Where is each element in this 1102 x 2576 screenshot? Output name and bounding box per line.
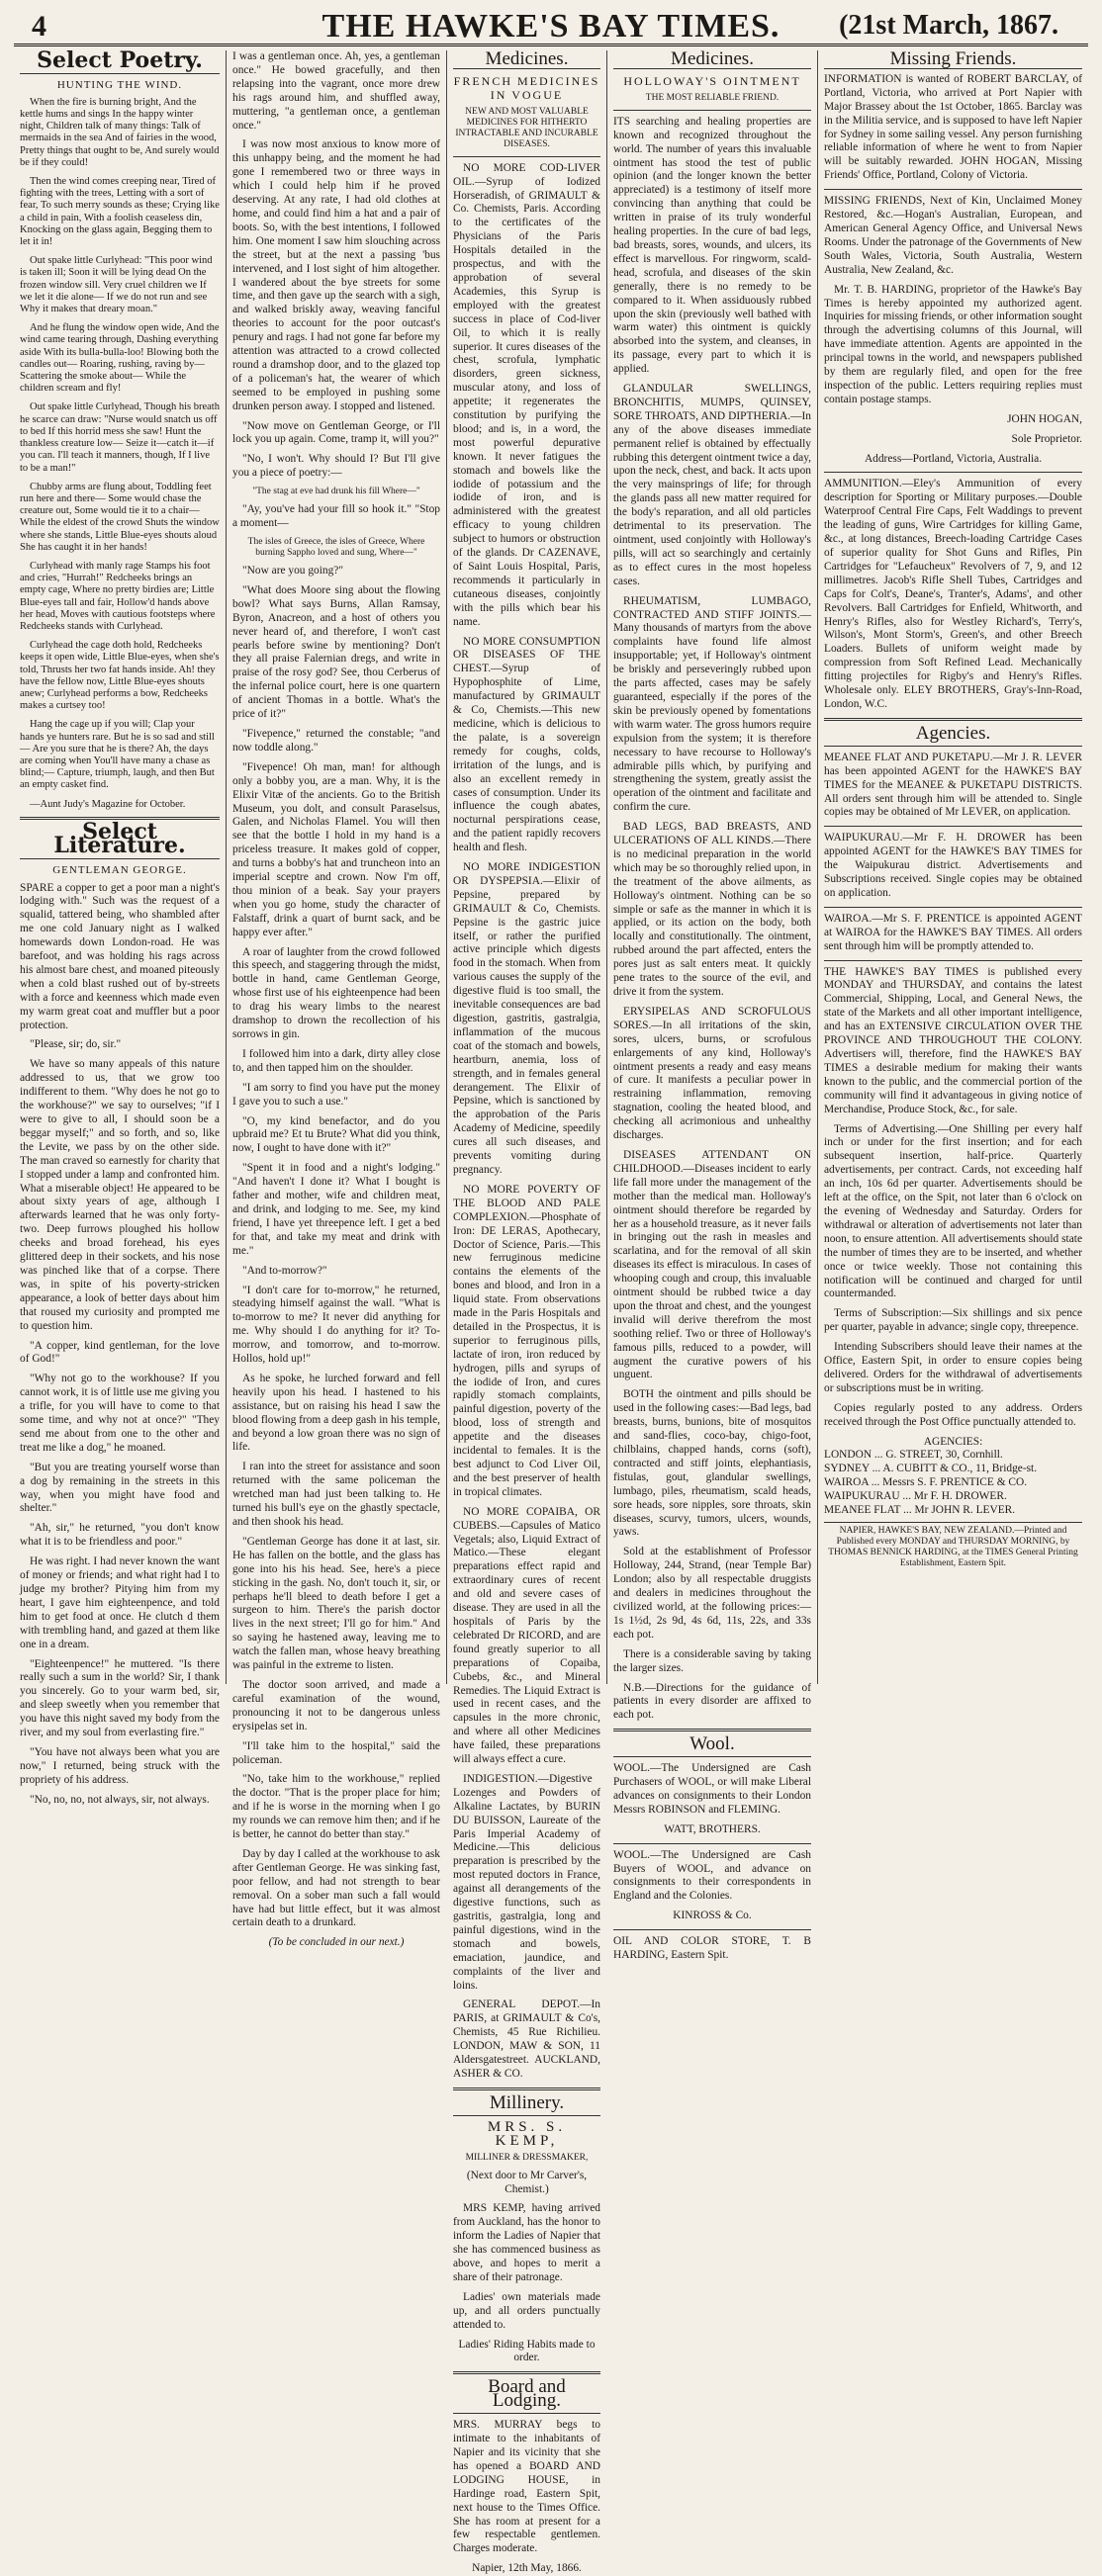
- poem-stanza: Then the wind comes creeping near, Tired of fighting with the trees, Letting with a sort of fear, To such merry sounds as these; Crying like a child in pain, With a foolish ceaseless din, Knocking on the glass again, Begging them to let it in!: [20, 176, 220, 248]
- story-paragraph: "Why not go to the workhouse? If you cannot work, it is of little use me giving you a trifle, for you will have to come to that some time, and why not at once?" "They send me about from one to the other and treat me like a dog," he moaned.: [20, 1373, 220, 1454]
- agency-item: SYDNEY ... A. CUBITT & CO., 11, Bridge-st.: [824, 1463, 1038, 1475]
- section-heading-millinery: Millinery.: [489, 2091, 565, 2113]
- ad-paragraph: OIL AND COLOR STORE, T. B HARDING, Eastern Spit.: [613, 1935, 811, 1962]
- poem-stanza: Out spake little Curlyhead, Though his breath he scarce can draw: "Nurse would snatch us off to bed If this horrid mess she saw! Hunt the thankless creature low— Seize it—catch it—if you can. I'll teach it manners, though, If I live to be a man!": [20, 401, 220, 474]
- story-paragraph: "And to-morrow?": [242, 1264, 327, 1277]
- ad-paragraph: Terms of Advertising.—One Shilling per every half inch or under for the first insertion; and for each subsequent insertion, half-price. Quarterly advertisements, per contract. Cards, not exceeding half an inch, 10s 6d per quarter. Advertisements should be left at the office, on the Spit, not later than 6 o'clock on the evening of Wednesday and Saturday. Orders for withdrawal or alteration of advertisements not later than noon, to ensure attention. All advertisements should state the number of times they are to be inserted, and whether once or twice weekly. Those not containing this notification will be continued and charged for until countermanded.: [824, 1122, 1082, 1300]
- poem-stanza: Out spake little Curlyhead: "This poor wind is taken ill; Soon it will be lying dead On the frozen window sill. Very cruel children we If we let it die alone— If we do not run and see Why it makes that dreary moan.": [20, 255, 213, 315]
- story-paragraph: SPARE a copper to get a poor man a night's lodging with." Such was the request of a squalid, tattered being, who shambled after me one cold January night as I walked homewards down London-road. He was barefoot, and was holding his rags across his almost bare chest, and moaned piteously when a cold blast rushed out of by-streets with a force and keenness which made even my warm great coat and muffler but a poor protection.: [20, 881, 220, 1031]
- story-paragraph: "You have not always been what you are now," I returned, being struck with the propriety of his address.: [20, 1745, 220, 1786]
- ad-paragraph: Sold at the establishment of Professor Holloway, 244, Strand, (near Temple Bar) London; also by all respectable druggists and dealers in medicines throughout the civilized world, at the following prices:—1s 1½d, 2s 9d, 4s 6d, 11s, 22s, and 33s each pot.: [613, 1546, 811, 1641]
- ad-paragraph: AMMUNITION.—Eley's Ammunition of every description for Sporting or Military purposes.—Double Waterproof Central Fire Caps, Felt Waddings to prevent the leading of guns, Wire Cartridges for killing Game, &c., at long distances, Breech-loading Cartridge Cases of superior quality for Shot Guns and Rifles, Pin Cartridges for "Lefaucheux" Revolvers of 7, 9, and 12 millimetres. Jacob's Rifle Shell Tubes, Cartridges and Caps for Colt's, Deane's, Tranter's, Adams', and other Revolvers. Ball Cartridges for Enfield, Whitworth, and Henry's Rifles, also for Westley Richard's, Terry's, Wilson's, Mont Storm's, Green's, and other Breech Loaders. Bullets of uniform weight made by compression from Soft Refined Lead. Mechanically fitting projectiles for Rigby's and Henry's Rifles. Wholesale only. ELEY BROTHERS, Gray's-Inn-Road, London, W.C.: [824, 478, 1082, 710]
- poem-title: HUNTING THE WIND.: [56, 78, 183, 91]
- milliner-name: MRS. S. KEMP,: [487, 2118, 567, 2149]
- story-paragraph: "But you are treating yourself worse than a dog by remaining in the streets in this way, when you might have food and shelter.": [20, 1461, 220, 1515]
- ad-paragraph: NO MORE COPAIBA, OR CUBEBS.—Capsules of Matico Vegetals; also, Liquid Extract of Matico.—These elegant preparations effect rapid and extraordinary cures of recent and old and severe cases of disease. They are used in all the hospitals of Paris by the celebrated Dr RICORD, and are found greatly superior to all preparations of Copaiba, Cubebs, &c., and Mineral Remedies. The Liquid Extract is used in recent cases, and the capsules in the more chronic, and where all other Medicines have failed, these preparations will always effect a cure.: [453, 1505, 600, 1766]
- ad-title: HOLLOWAY'S OINTMENT: [623, 73, 801, 88]
- ad-subtitle: THE MOST RELIABLE FRIEND.: [645, 92, 780, 103]
- poem-stanza: Curlyhead the cage doth hold, Redcheeks keeps it open wide, Little Blue-eyes, when she's told, Thrusts her two fat hands inside. Ah! they have the fellow now, Little Blue-eyes shouts anew; Curlyhead performs a bow, Redcheeks makes a curtsey too!: [20, 640, 220, 712]
- section-heading-poetry: Select Poetry.: [37, 47, 203, 73]
- masthead: [14, 8, 1088, 46]
- poem-stanza: Curlyhead with manly rage Stamps his foot and cries, "Hurrah!" Redcheeks brings an empty cage, Where no pretty birdies are; Little Blue-eyes tall and fair, Hollow'd hands above her head, Moves with cautious footsteps where Redcheeks stands with Curlyhead.: [20, 560, 216, 632]
- agency-item: MEANEE FLAT ... Mr JOHN R. LEVER.: [824, 1504, 1016, 1517]
- story-paragraph: As he spoke, he lurched forward and fell heavily upon his head. I hastened to his assistance, but on raising his head I saw the blood flowing from a deep gash in his temple, and beyond a low groan there was no sign of life.: [232, 1372, 440, 1454]
- poem-stanza: When the fire is burning bright, And the kettle hums and sings In the happy winter night, Children talk of many things: Talk of mermaids in the sea And of fairies in the wood, Pretty things that ought to be, And surely would be if they could!: [20, 96, 220, 168]
- story-paragraph: "A copper, kind gentleman, for the love of God!": [20, 1339, 220, 1366]
- column-holloway: [607, 48, 818, 1962]
- ad-paragraph: DISEASES ATTENDANT ON CHILDHOOD.—Diseases incident to early life fall more under the management of the mother than the medical man. Holloway's ointment should therefore be regarded by her as a household treasure, as it never fails in bringing out the rash in measles and scarlatina, and for the removal of all skin diseases its effect is miraculous. In cases of whooping cough and croup, this invaluable ointment should be rubbed twice a day upon the throat and chest, and the youngest invalid will derive therefrom the most soothing relief. Two or three of Holloway's famous pills, reduced to a powder, will augment the curative powers of his unguent.: [613, 1148, 811, 1381]
- ad-paragraph: Mr. T. B. HARDING, proprietor of the Hawke's Bay Times is hereby appointed my authorized agent. Inquiries for missing friends, or other information sought through the advertising columns of this Journal, will have immediate attention. Agents are appointed in the principal towns in the world, and newspapers published by them are regularly filed, and open for the free inspection of the public. Letters requiring replies must contain postage stamps.: [824, 283, 1082, 405]
- ad-paragraph: ERYSIPELAS AND SCROFULOUS SORES.—In all irritations of the skin, sores, ulcers, burns, or scrofulous enlargements of any kind, Holloway's ointment presents a ready and easy means of cure. It manifests a peculiar power in restraining inflammation, removing stagnation, cooling the heated blood, and checking all acrimonious and unhealthy discharges.: [613, 1005, 811, 1142]
- story-paragraph: "No, I won't. Why should I? But I'll give you a piece of poetry:—: [232, 453, 440, 480]
- story-paragraph: "Fivepence! Oh man, man! for although only a bobby you, are a man. Why, it is the Elixir Vitæ of the ancients. Go to the British Museum, you dolt, and consult Paraselsus, Galen, and Nicholas Flamel. You will then see that the bottle I hold in my hand is a priceless treasure. It makes gold of copper, and turns a bobby's hat and truncheon into an imperial sceptre and crown. Now I'm off, thou minion of a beak. Say your prayers when you go home, study the character of Falstaff, drink a quart of burnt sack, and be happy ever after.": [232, 760, 440, 938]
- ad-paragraph: INFORMATION is wanted of ROBERT BARCLAY, of Portland, Victoria, who arrived at Port Napier with Major Brassey about the 1st October, 1865. Barclay was in the Militia service, and is supposed to have left Napier for Sydney in some sailing vessel. Any person furnishing reliable information of where he went to from Napier will be suitably rewarded. JOHN HOGAN, Missing Friends' Office, Portland, Colony of Victoria.: [824, 72, 1082, 182]
- ad-paragraph: BAD LEGS, BAD BREASTS, AND ULCERATIONS OF ALL KINDS.—There is no medicinal preparation in the world which may be so thoroughly relied upon, in the treatment of the above ailments, as Holloway's ointment. Nothing can be so simple or safe as the manner in which it is applied, or its action on the body, both locally and constitutionally. The ointment, rubbed around the part affected, enters the pores just as salt enters meat. It quickly pene trates to the source of the evil, and drive it from the system.: [613, 821, 811, 998]
- columns: [14, 47, 1088, 2575]
- story-verse: "The stag at eve had drunk his fill Where—": [252, 487, 420, 497]
- column-french-medicines: [447, 48, 607, 2575]
- imprint: NAPIER, HAWKE'S BAY, NEW ZEALAND.—Printed and Published every MONDAY and THURSDAY MORNING, by THOMAS BENNICK HARDING, at the TIMES General Printing Establishment, Eastern Spit.: [824, 1522, 1082, 1569]
- story-paragraph: We have so many appeals of this nature addressed to us, that we grow too indifferent to them. "Why does he not go to the workhouse?" we say to ourselves; "if I were to give to all, I should soon be a beggar myself;" and so forth, and so, like the Levite, we pass by on the other side. The man craved so earnestly for charity that I stopped under a lamp and confronted him. What a miserable object! He appeared to be about sixty years of age, although I afterwards learned that he was only forty-two. Deep furrows ploughed his hollow cheeks and broad forehead, his eyes glittered deep in their sockets, and his nose was pinched like that of a corpse. There was, in spite of his poverty-stricken appearance, a look of better days about him that roused my curiosity and prompted me to question him.: [20, 1058, 220, 1332]
- section-heading-medicines: Medicines.: [613, 52, 811, 69]
- ad-paragraph: WAIROA.—Mr S. F. PRENTICE is appointed AGENT at WAIROA for the HAWKE'S BAY TIMES. All orders sent through him will be promptly attended to.: [824, 912, 1082, 952]
- story-paragraph: "Spent it in food and a night's lodging." "And haven't I done it? What I bought is father and mother, wife and children meat, and drink, and lodging to me. See, my kind friend, I have yet threepence left. I get a bed for that, and take my meat and drink with me.": [232, 1162, 440, 1257]
- story-paragraph: The doctor soon arrived, and made a careful examination of the wound, pronouncing it not to be dangerous unless erysipelas set in.: [232, 1678, 440, 1732]
- poem-stanza: Chubby arms are flung about, Toddling feet run here and there— Some would chase the creature out, Some would tie it to a chair— While the eldest of the crowd Shuts the window where she stands, Little Blue-eyes shouts aloud She has caught it in her hands!: [20, 481, 220, 553]
- story-paragraph: I was a gentleman once. Ah, yes, a gentleman once." He bowed gracefully, and then relapsing into the vagrant, once more drew his rags around him, and shuffled away, muttering, "a gentleman once, a gentleman once.": [232, 50, 440, 132]
- story-paragraph: "Ay, you've had your fill so hook it." "Stop a moment—: [232, 503, 440, 530]
- milliner-trade: MILLINER & DRESSMAKER,: [465, 2152, 589, 2163]
- ad-signature: KINROSS & Co.: [673, 1910, 752, 1922]
- story-paragraph: "Fivepence," returned the constable; "and now toddle along.": [232, 727, 440, 754]
- column-poetry-literature: [14, 47, 227, 1806]
- ad-paragraph: Intending Subscribers should leave their names at the Office, Eastern Spit, in order to ensure copies being delivered. Orders for the withdrawal of advertisements or subscriptions must be in writing.: [824, 1341, 1082, 1394]
- ad-address: Address—Portland, Victoria, Australia.: [864, 452, 1043, 465]
- ad-paragraph: MRS. MURRAY begs to intimate to the inhabitants of Napier and its vicinity that she has opened a BOARD AND LODGING HOUSE, in Hardinge road, Eastern Spit, next house to the Times Office. She has room at present for a few respectable gentlemen. Charges moderate.: [453, 2419, 600, 2555]
- section-heading-board: Board and Lodging.: [488, 2376, 566, 2412]
- agencies-heading: AGENCIES:: [923, 1435, 983, 1448]
- ad-paragraph: Ladies' Riding Habits made to order.: [458, 2338, 596, 2364]
- milliner-address: (Next door to Mr Carver's, Chemist.): [466, 2169, 588, 2195]
- ad-paragraph: GLANDULAR SWELLINGS, BRONCHITIS, MUMPS, QUINSEY, SORE THROATS, AND DIPTHERIA.—In any of the above diseases immediate permanent relief is obtained by effectually rubbing this detergent ointment twice a day, upon the neck, chest, and back. It acts upon the very mainsprings of life; for through the glands pass all new matter required for the body's reparation, and all old particles detrimental to its preservation. The ointment, used conjointly with Holloway's pills, will act so searchingly and certainly as to effect cures in the most hopeless cases.: [613, 383, 811, 587]
- story-verse: The isles of Greece, the isles of Greece, Where burning Sappho loved and sung, Where—": [247, 537, 425, 558]
- ad-paragraph: WOOL.—The Undersigned are Cash Buyers of WOOL, and advance on consignments to their correspondents in England and the Colonies.: [613, 1848, 811, 1903]
- poem-stanza: Hang the cage up if you will; Clap your hands ye hunters rare. But he is so sad and still— Are you sure that he is there? Ah, the days are coming when You'll have many a chase as blind;— Capture, triumph, laugh, and then But an empty casket find.: [20, 719, 215, 791]
- ad-subtitle: NEW AND MOST VALUABLE MEDICINES FOR HITHERTO INTRACTABLE AND INCURABLE DISEASES.: [455, 106, 598, 149]
- ad-paragraph: Ladies' own materials made up, and all orders punctually attended to.: [453, 2290, 600, 2331]
- page-number: 4: [32, 10, 46, 43]
- ad-paragraph: There is a considerable saving by taking the larger sizes.: [613, 1647, 811, 1674]
- ad-paragraph: N.B.—Directions for the guidance of patients in every disorder are affixed to each pot.: [613, 1681, 811, 1722]
- ad-paragraph: WOOL.—The Undersigned are Cash Purchasers of WOOL, or will make Liberal advances on consignments to their London Messrs ROBINSON and FLEMING.: [613, 1762, 811, 1816]
- agency-item: LONDON ... G. STREET, 30, Cornhill.: [824, 1449, 1003, 1462]
- story-paragraph: He was right. I had never known the want of money or friends; and what right had I to judge my brother? Pitying him from my heart, I gave him eighteenpence, and told him to get food at once. He clutch d them with trembling hand, and gazed at them like one in a dream.: [20, 1555, 220, 1650]
- story-paragraph: "Please, sir; do, sir.": [30, 1038, 122, 1051]
- ad-paragraph: INDIGESTION.—Digestive Lozenges and Powders of Alkaline Lactates, by BURIN DU BUISSON, Laureate of the Paris Imperial Academy of Medicine.—This delicious preparation is prescribed by the most reputed doctors in France, against all derangements of the digestive functions, such as gastritis, gastralgia, long and painful digestions, wind in the stomach and bowels, emaciation, jaundice, and complaints of the liver and loins.: [453, 1772, 600, 1992]
- story-paragraph: "Ah, sir," he returned, "you don't know what it is to be friendless and poor.": [20, 1522, 220, 1549]
- column-missing-agencies: [818, 50, 1088, 1684]
- story-paragraph: "Now are you going?": [242, 565, 343, 577]
- ad-paragraph: GENERAL DEPOT.—In PARIS, at GRIMAULT & Co's, Chemists, 45 Rue Richilieu. LONDON, MAW & SON, 11 Aldersgatestreet. AUCKLAND, ASHER & CO.: [453, 1999, 600, 2080]
- section-heading-wool: Wool.: [689, 1733, 735, 1755]
- section-heading-missing: Missing Friends.: [824, 52, 1082, 69]
- section-heading-literature: Select Literature.: [53, 818, 186, 858]
- ad-paragraph: NO MORE INDIGESTION OR DYSPEPSIA.—Elixir of Pepsine, prepared by GRIMAULT & Co, Chemists. Pepsine is the gastric juice itself, or rather the purified active principle which digests food in the stomach. When from various causes the supply of the digestive fluid is too small, the inevitable consequences are bad digestion, gastritis, gastralgia, inflammation of the mucous coat of the stomach and bowels, heartburn, anemia, loss of strength, and in females general derangement. The Elixir of Pepsine, which is sanctioned by the approbation of the Paris Academy of Medicine, speedily cures all such diseases, and prevents vomiting during pregnancy.: [453, 861, 600, 1176]
- newspaper-title: THE HAWKE'S BAY TIMES.: [321, 8, 781, 44]
- agency-item: WAIPUKURAU ... Mr F. H. DROWER.: [824, 1490, 1007, 1503]
- story-paragraph: I ran into the street for assistance and soon returned with the same policeman the wretched man had just been talking to. He turned his bull's eye on the ghastly spectacle, and then shook his head.: [232, 1461, 440, 1528]
- issue-date: (21st March, 1867.: [839, 10, 1058, 41]
- story-paragraph: "Now move on Gentleman George, or I'll lock you up again. Come, tramp it, will you?": [232, 419, 440, 446]
- ad-paragraph: THE HAWKE'S BAY TIMES is published every MONDAY and THURSDAY, and contains the latest Commercial, Shipping, Local, and General News, the state of the Markets and all other important intelligence, and has an EXTENSIVE CIRCULATION OVER THE PROVINCE AND THROUGHOUT THE COLONY. Advertisers will, therefore, find the HAWKE'S BAY TIMES a desirable medium for making their wants known to the public, and the commercial portion of the community will find it advantageous in giving notice of Merchandise, Produce Stock, &c., for sale.: [824, 965, 1082, 1115]
- story-paragraph: Day by day I called at the workhouse to ask after Gentleman George. He was sinking fast, poor fellow, and had not strength to bear removal. On a sober man such a fall would have had but little effect, but it was almost certain death to a drunkard.: [232, 1847, 440, 1929]
- story-title: GENTLEMAN GEORGE.: [52, 863, 187, 876]
- ad-paragraph: Copies regularly posted to any address. Orders received through the Post Office punctually attended to.: [824, 1401, 1082, 1428]
- ad-paragraph: MRS KEMP, having arrived from Auckland, has the honor to inform the Ladies of Napier that she has commenced business as above, and hopes to merit a share of their patronage.: [453, 2202, 600, 2283]
- story-paragraph: I was now most anxious to know more of this unhappy being, and the moment he had gone I remembered two or three ways in which I could help him if he proved deserving. At any rate, I had old clothes at home, and could find him a hat and a pair of boots. So, with the best intentions, I followed him. One moment I saw him slouching across the street, but at the next a passing 'bus intervened, and I lost sight of him altogether. I wandered about the bye streets for some time, and then gave up the search with a sigh, and walked briskly away, weaving fanciful theories to account for the poor outcast's penury and rags. I had not gone far before my attention was attracted to a crowd collected round a dramshop door, and to the glazed top of a policeman's hat, the wearer of which seemed to be employed in pushing some drunken person away. I stopped and listened.: [232, 138, 440, 412]
- story-paragraph: "O, my kind benefactor, and do you upbraid me? Et tu Brute? What did you think, now, I ought to have done with it?": [232, 1114, 440, 1155]
- column-story-continued: [227, 50, 447, 1949]
- section-heading-agencies: Agencies.: [915, 722, 991, 744]
- ad-paragraph: WAIPUKURAU.—Mr F. H. DROWER has been appointed AGENT for the HAWKE'S BAY TIMES for the Waipukurau district. Advertisements and Subscriptions received. Single copies may be obtained on application.: [824, 832, 1082, 899]
- story-paragraph: "I am sorry to find you have put the money I gave you to such a use.": [232, 1081, 440, 1108]
- story-paragraph: "I don't care for to-morrow," he returned, steadying himself against the wall. "What is to-morrow to me? It never did anything for me. Why should I do anything for it? To-morrow, and tomorrow, and to-morrow. Hollos, hold up!": [232, 1284, 440, 1366]
- ad-title: FRENCH MEDICINES IN VOGUE: [453, 73, 600, 102]
- story-paragraph: A roar of laughter from the crowd followed this speech, and staggering through the midst, bottle in hand, came Gentleman George, whose first use of his eighteenpence had been to drag his weary limbs to the nearest dramshop to drown the recollection of his sorrows in gin.: [232, 945, 440, 1040]
- ad-paragraph: NO MORE CONSUMPTION OR DISEASES OF THE CHEST.—Syrup of Hypophosphite of Lime, manufactured by GRIMAULT & Co, Chemists.—This new medicine, which is delicious to the palate, is a sovereign remedy for coughs, colds, irritation of the lungs, and is also an excellent remedy in cases of consumption. Under its influence the cough abates, nocturnal perspirations cease, and the patient rapidly recovers health and flesh.: [453, 635, 600, 854]
- ad-paragraph: BOTH the ointment and pills should be used in the following cases:—Bad legs, bad breasts, burns, bunions, bite of mosquitos and sand-flies, coco-bay, chigo-foot, chilblains, chapped hands, corns (soft), contracted and stiff joints, elephantiasis, fistulas, gout, glandular swellings, lumbago, piles, rheumatism, scald heads, sore heads, sore nipples, sore throats, skin diseases, scurvy, tumors, ulcers, wounds, yaws.: [613, 1388, 811, 1539]
- agency-item: WAIROA ... Messrs S. F. PRENTICE & CO.: [824, 1476, 1028, 1489]
- poem-source: —Aunt Judy's Magazine for October.: [30, 798, 186, 810]
- ad-paragraph: MEANEE FLAT AND PUKETAPU.—Mr J. R. LEVER has been appointed AGENT for the HAWKE'S BAY TIMES for the MEANEE & PUKETAPU DISTRICTS. All orders sent through him will be attended to. Single copies may be obtained of Mr LEVER, on application.: [824, 751, 1082, 819]
- section-heading-medicines: Medicines.: [453, 52, 600, 69]
- ad-paragraph: ITS searching and healing properties are known and recognized throughout the world. The number of years this invaluable ointment has stood the test of public opinion (and the longer known the better appreciated) is a testimony of itself more convincing than anything that could be written in praise of its truly wonderful healing properties. In the cure of bad legs, bad breasts, sores, wounds, and ulcers, its effect is marvellous. For ringworm, scald-head, scrofula, and diseases of the skin generally, there is no remedy to be compared to it. When assiduously rubbed upon the skin (previously well bathed with warm water) this ointment is quickly absorbed into the system, and cleanses, in its passage, every part to which it is applied.: [613, 115, 811, 376]
- ad-signature-title: Sole Proprietor.: [1011, 432, 1082, 445]
- story-paragraph: "Eighteenpence!" he muttered. "Is there really such a sum in the world? Sir, I thank you sincerely. Go to your warm bed, sir, and sleep sweetly when you remember that you have this night saved my body from the river, and my soul from everlasting fire.": [20, 1657, 220, 1739]
- ad-signature: WATT, BROTHERS.: [664, 1822, 761, 1835]
- ad-paragraph: Terms of Subscription:—Six shillings and six pence per quarter, payable in advance; single copy, threepence.: [824, 1307, 1082, 1334]
- ad-paragraph: RHEUMATISM, LUMBAGO, CONTRACTED AND STIFF JOINTS.—Many thousands of martyrs from the above complaints have found life almost insupportable; yet, if Holloway's ointment be briskly and perseveringly rubbed upon the parts affected, cases may be safely guaranteed, especially if the pores of the skin be previously opened by fomentations with warm water. The gross humors require expulsion from the system; it is therefore necessary to have recourse to Holloway's admirable pills which, by purifying and strengthening the system, greatly assist the operation of the ointment and facilitate and confirm the cure.: [613, 594, 811, 814]
- ad-paragraph: NO MORE COD-LIVER OIL.—Syrup of Iodized Horseradish, of GRIMAULT & Co. Chemists, Paris. According to the certificates of the Physicians of the Paris Hospitals detailed in the prospectus, and with the approbation of several Academies, this Syrup is employed with the greatest success in place of Cod-liver Oil, to which it is really superior. It cures diseases of the chest, scrofula, lymphatic disorders, green sickness, muscular atony, and loss of appetite; it regenerates the constitution by purifying the blood; and is, in a word, the most powerful depurative known. It never fatigues the stomach and bowels like the iodide of potassium and the iodide of iron, and is administered with the greatest efficacy to young children subject to humors or obstruction of the glands. Dr CAZENAVE, of Saint Louis Hospital, Paris, recommends it particularly in cutaneous diseases, conjointly with the pills which bear his name.: [453, 161, 600, 628]
- ad-paragraph: NO MORE POVERTY OF THE BLOOD AND PALE COMPLEXION.—Phosphate of Iron: DE LERAS, Apothecary, Doctor of Science, Paris.—This new ferruginous medicine contains the elements of the bones and blood, and Iron in a liquid state. From observations made in the Paris Hospitals and detailed in the Prospectus, it is superior to ferruginous pills, lactate of iron, iron reduced by hydrogen, pills and syrups of the iodide of Iron, and cures rapidly stomach complaints, painful digestion, poverty of the blood, loss of strength and appetite and the diseases incidental to females. It is the best adjunct to Cod Liver Oil, and the best preserver of health in tropical climates.: [453, 1183, 600, 1498]
- story-paragraph: "No, no, no, not always, sir, not always.: [30, 1793, 210, 1806]
- agencies-list: [824, 1436, 1082, 1518]
- ad-paragraph: MISSING FRIENDS, Next of Kin, Unclaimed Money Restored, &c.—Hogan's Australian, European, and American General Agency Office, and Universal News Rooms. Under the patronage of the Governments of New South Wales, Victoria, South Australia, Western Australia, New Zealand, &c.: [824, 195, 1082, 276]
- story-paragraph: "No, take him to the workhouse," replied the doctor. "That is the proper place for him; and if he is worse in the morning when I go my rounds we can remove him then; and if he is better, he cannot do better than stay.": [232, 1773, 440, 1841]
- poem-stanza: And he flung the window open wide, And the wind came tearing through, Dashing everything aside With its bulla-bulla-loo! Blowing both the candles out— Roaring, rushing, raving by— Scattering the smoke about— While the children scream and fly!: [20, 322, 220, 395]
- story-paragraph: "I'll take him to the hospital," said the policeman.: [232, 1739, 440, 1766]
- story-paragraph: I followed him into a dark, dirty alley close to, and then tapped him on the shoulder.: [232, 1047, 440, 1074]
- to-be-continued: (To be concluded in our next.): [268, 1936, 405, 1949]
- story-paragraph: "What does Moore sing about the flowing bowl? What says Burns, Allan Ramsay, Byron, Anacreon, and a host of others you never heard of, and therefore, I won't cast pearls before swine by mentioning? Don't they all praise Falernian dregs, and write in praise of the rosy god? See, thou Cerberus of the infernal police court, here is one quartern of ancient Thomas in a bottle. What's the price of it?": [232, 583, 440, 721]
- ad-signature: JOHN HOGAN,: [1007, 412, 1082, 425]
- ad-date: Napier, 12th May, 1866.: [472, 2562, 582, 2575]
- story-paragraph: "Gentleman George has done it at last, sir. He has fallen on the bottle, and the glass has gone into his his head. See, here's a piece sticking in the gash. No, don't touch it, sir, or perhaps he'll bleed to death before I get a surgeon to him. There's the parish doctor lives in the next street; I'll go for him." And so saying he hastened away, leaving me to watch the fallen man, whose heavy breathing was painful in the extreme to listen.: [232, 1535, 440, 1672]
- poem: [20, 97, 220, 811]
